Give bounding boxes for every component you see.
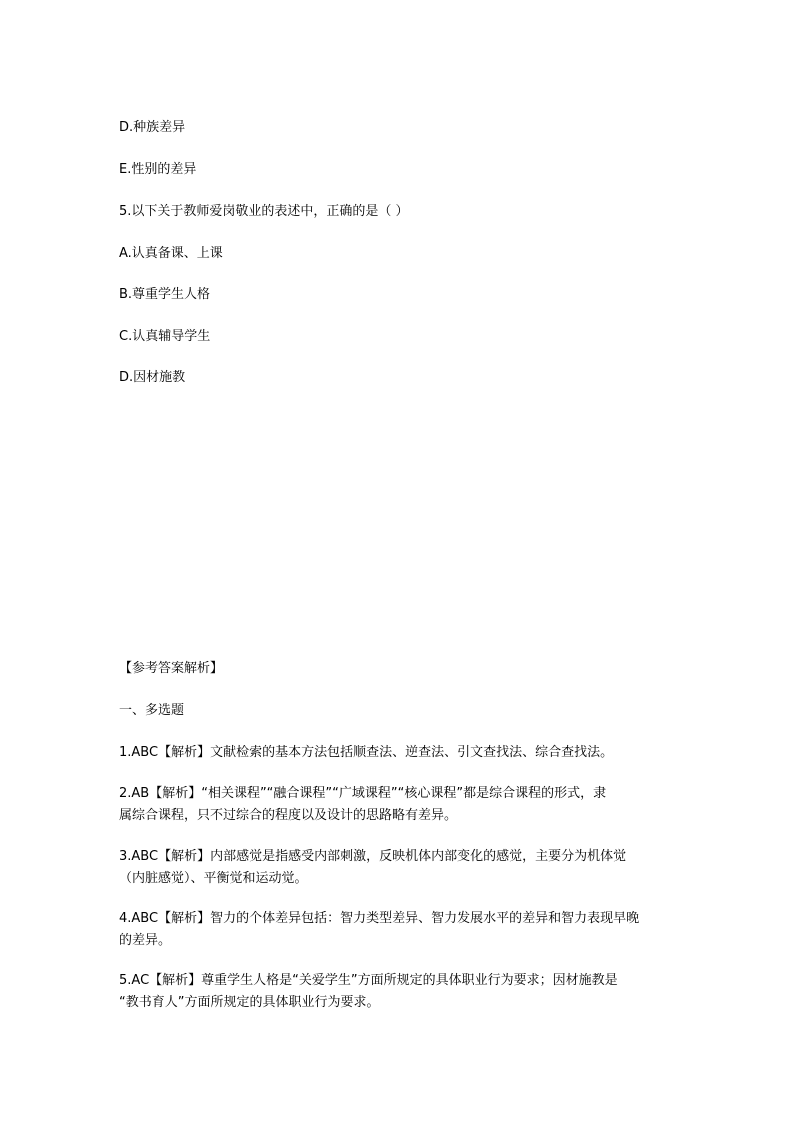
question-5-stem: 5.以下关于教师爱岗敬业的表述中，正确的是（ ）	[119, 204, 409, 219]
answer-item-3	[119, 846, 679, 890]
answer-item-2	[119, 783, 679, 827]
answer-item-1	[119, 742, 679, 764]
question-option-5d: D.因材施教	[119, 370, 186, 385]
answer-item-4	[119, 908, 679, 952]
answer-item-1-line-1: 1.ABC【解析】文献检索的基本方法包括顺查法、逆查法、引文查找法、综合查找法。	[119, 745, 614, 760]
answer-heading: 【参考答案解析】	[119, 661, 224, 676]
question-option-5b: B.尊重学生人格	[119, 287, 211, 302]
answer-item-4-line-2: 的差异。	[119, 933, 172, 948]
answer-item-5-line-2: “教书育人”方面所规定的具体职业行为要求。	[119, 995, 380, 1010]
answer-item-2-line-1: 2.AB【解析】“相关课程”“融合课程”“广域课程”“核心课程”都是综合课程的形式，隶	[119, 786, 607, 801]
answer-item-2-line-2: 属综合课程，只不过综合的程度以及设计的思路略有差异。	[119, 808, 458, 823]
question-option-5a: A.认真备课、上课	[119, 246, 223, 261]
answer-item-5-line-1: 5.AC【解析】尊重学生人格是“关爱学生”方面所规定的具体职业行为要求；因材施教是	[119, 973, 618, 988]
question-option-4e: E.性别的差异	[119, 162, 197, 177]
question-option-4d: D.种族差异	[119, 120, 186, 135]
answer-item-3-line-2: （内脏感觉）、平衡觉和运动觉。	[119, 871, 308, 886]
answer-item-5	[119, 970, 679, 1014]
answer-section-title: 一、多选题	[119, 703, 185, 718]
answer-item-3-line-1: 3.ABC【解析】内部感觉是指感受内部刺激，反映机体内部变化的感觉，主要分为机体觉	[119, 849, 627, 864]
question-option-5c: C.认真辅导学生	[119, 329, 211, 344]
answer-item-4-line-1: 4.ABC【解析】智力的个体差异包括：智力类型差异、智力发展水平的差异和智力表现早晚	[119, 911, 640, 926]
